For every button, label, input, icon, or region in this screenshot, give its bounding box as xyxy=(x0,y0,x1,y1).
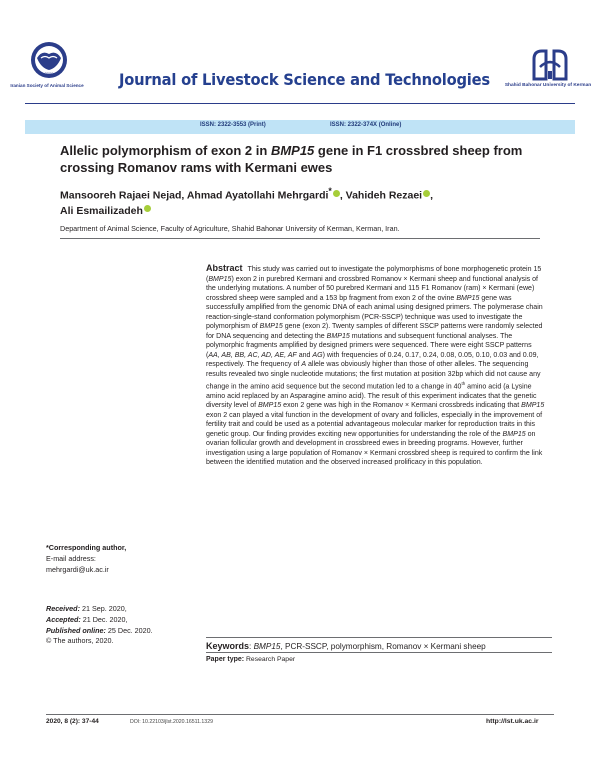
abstract xyxy=(206,264,546,636)
affiliation-divider xyxy=(60,238,540,239)
article-dates: Received: 21 Sep. 2020, Accepted: 21 Dec. 2020, Published online: 25 Dec. 2020. © The authors, 2020. xyxy=(46,604,196,647)
author-name: Ali Esmailizadeh xyxy=(60,204,143,217)
doi[interactable]: DOI: 10.22103/jlst.2020.16511.1329 xyxy=(130,719,213,725)
corresponding-label: *Corresponding author, xyxy=(46,543,127,552)
keywords-divider xyxy=(206,652,552,653)
abstract-divider xyxy=(206,637,552,638)
citation: 2020, 8 (2): 37-44 xyxy=(46,718,99,725)
header-divider xyxy=(25,103,575,104)
email-address[interactable]: mehrgardi@uk.ac.ir xyxy=(46,564,109,574)
keywords: Keywords: BMP15, PCR-SSCP, polymorphism, Romanov × Kermani sheep xyxy=(206,641,486,651)
orcid-icon[interactable] xyxy=(333,190,340,197)
journal-url[interactable]: http://lst.uk.ac.ir xyxy=(486,718,539,725)
orcid-icon[interactable] xyxy=(144,205,151,212)
author-name: Ahmad Ayatollahi Mehrgardi xyxy=(186,189,329,202)
keywords-label: Keywords xyxy=(206,641,250,651)
copyright: © The authors, 2020. xyxy=(46,636,114,646)
article-title: Allelic polymorphism of exon 2 in BMP15 gene in F1 crossbred sheep from crossing Romanov rams with Kermani ewes xyxy=(60,143,523,175)
paper-type: Paper type: Research Paper xyxy=(206,656,296,663)
author-name: , Vahideh Rezaei xyxy=(339,189,423,202)
abstract-label: Abstract xyxy=(206,263,243,273)
journal-title: Journal of Livestock Science and Technologies xyxy=(119,70,490,89)
orcid-icon[interactable] xyxy=(423,190,430,197)
society-logo-caption: Iranian Society of Animal Science xyxy=(10,83,84,88)
abstract-body: Abstract This study was carried out to investigate the polymorphisms of bone morphogenetic protein 15 (BMP15) exon 2 in purebred Kermani and crossbred Romanov × Kermani sheep and functional analysis of the underlying mutations. A number of 50 purebred Kermani and 115 F1 Romanov (ram) × Kermani (ewe) crossbred sheep were sampled and a 153 bp fragment from exon 2 of the ovine BMP15 gene was successfully amplified from the genomic DNA of each animal using designed primers. The polymerase chain reaction-single-stand conformation polymorphism (PCR-SSCP) technique was used to investigate the polymorphism of BMP15 gene (exon 2). Twenty samples of different SSCP patterns were randomly selected for DNA sequencing and detecting the BMP15 mutations and subsequent functional analyses. The polymorphic fragments amplified by designed primers were sequenced. There were eight SSCP patterns (AA, AB, BB, AC, AD, AE, AF and AG) with frequencies of 0.24, 0.17, 0.24, 0.08, 0.05, 0.10, 0.03 and 0.09, respectively. The frequency of A allele was obviously higher than those of other alleles. The sequencing results revealed two single nucleotide mutations; the first mutation at position 32bp which did not cause any change in the amino acid sequence but the second mutation led to a change in 40th amino acid (a Lysine amino acid replaced by an Asparagine amino acid). The result of this experiment indicates that the genetic diversity level of BMP15 exon 2 gene was high in the Romanov × Kermani crossbreds indicating that BMP15 exon 2 can played a vital function in the development of ovary and follicles, especially in the improvement of fertility trait and could be used as a potential advantageous molecular marker for reproduction traits in this genetic group. Our finding provides exciting new opportunities for understanding the role of the BMP15 on ovarian follicular growth and development in crossbreed ewes in breeding programs. However, further investigation using a large population of Romanov × Kermani crossbred sheep is required to confirm the link between the identified mutation and the observed increased prolificacy in this population. xyxy=(206,263,545,467)
affiliation: Department of Animal Science, Faculty of Agriculture, Shahid Bahonar University of Kerman, Kerman, Iran. xyxy=(60,224,400,233)
footer-divider xyxy=(46,714,554,715)
author-name: Mansooreh Rajaei Nejad, xyxy=(60,189,187,202)
issn-online: ISSN: 2322-374X (Online) xyxy=(330,122,402,128)
corresponding-mark: * xyxy=(328,186,332,196)
author-list: Mansooreh Rajaei Nejad, Ahmad Ayatollahi Mehrgardi* , Vahideh Rezaei , Ali Esmailizadeh xyxy=(60,186,434,217)
email-label: E-mail address: xyxy=(46,553,96,563)
corresponding-author xyxy=(46,543,186,575)
issn-print: ISSN: 2322-3553 (Print) xyxy=(200,122,266,128)
university-logo-caption: Shahid Bahonar University of Kerman xyxy=(504,83,592,88)
logo-year: 2009 xyxy=(44,71,54,76)
issn-band xyxy=(25,120,575,134)
university-logo xyxy=(528,45,572,85)
